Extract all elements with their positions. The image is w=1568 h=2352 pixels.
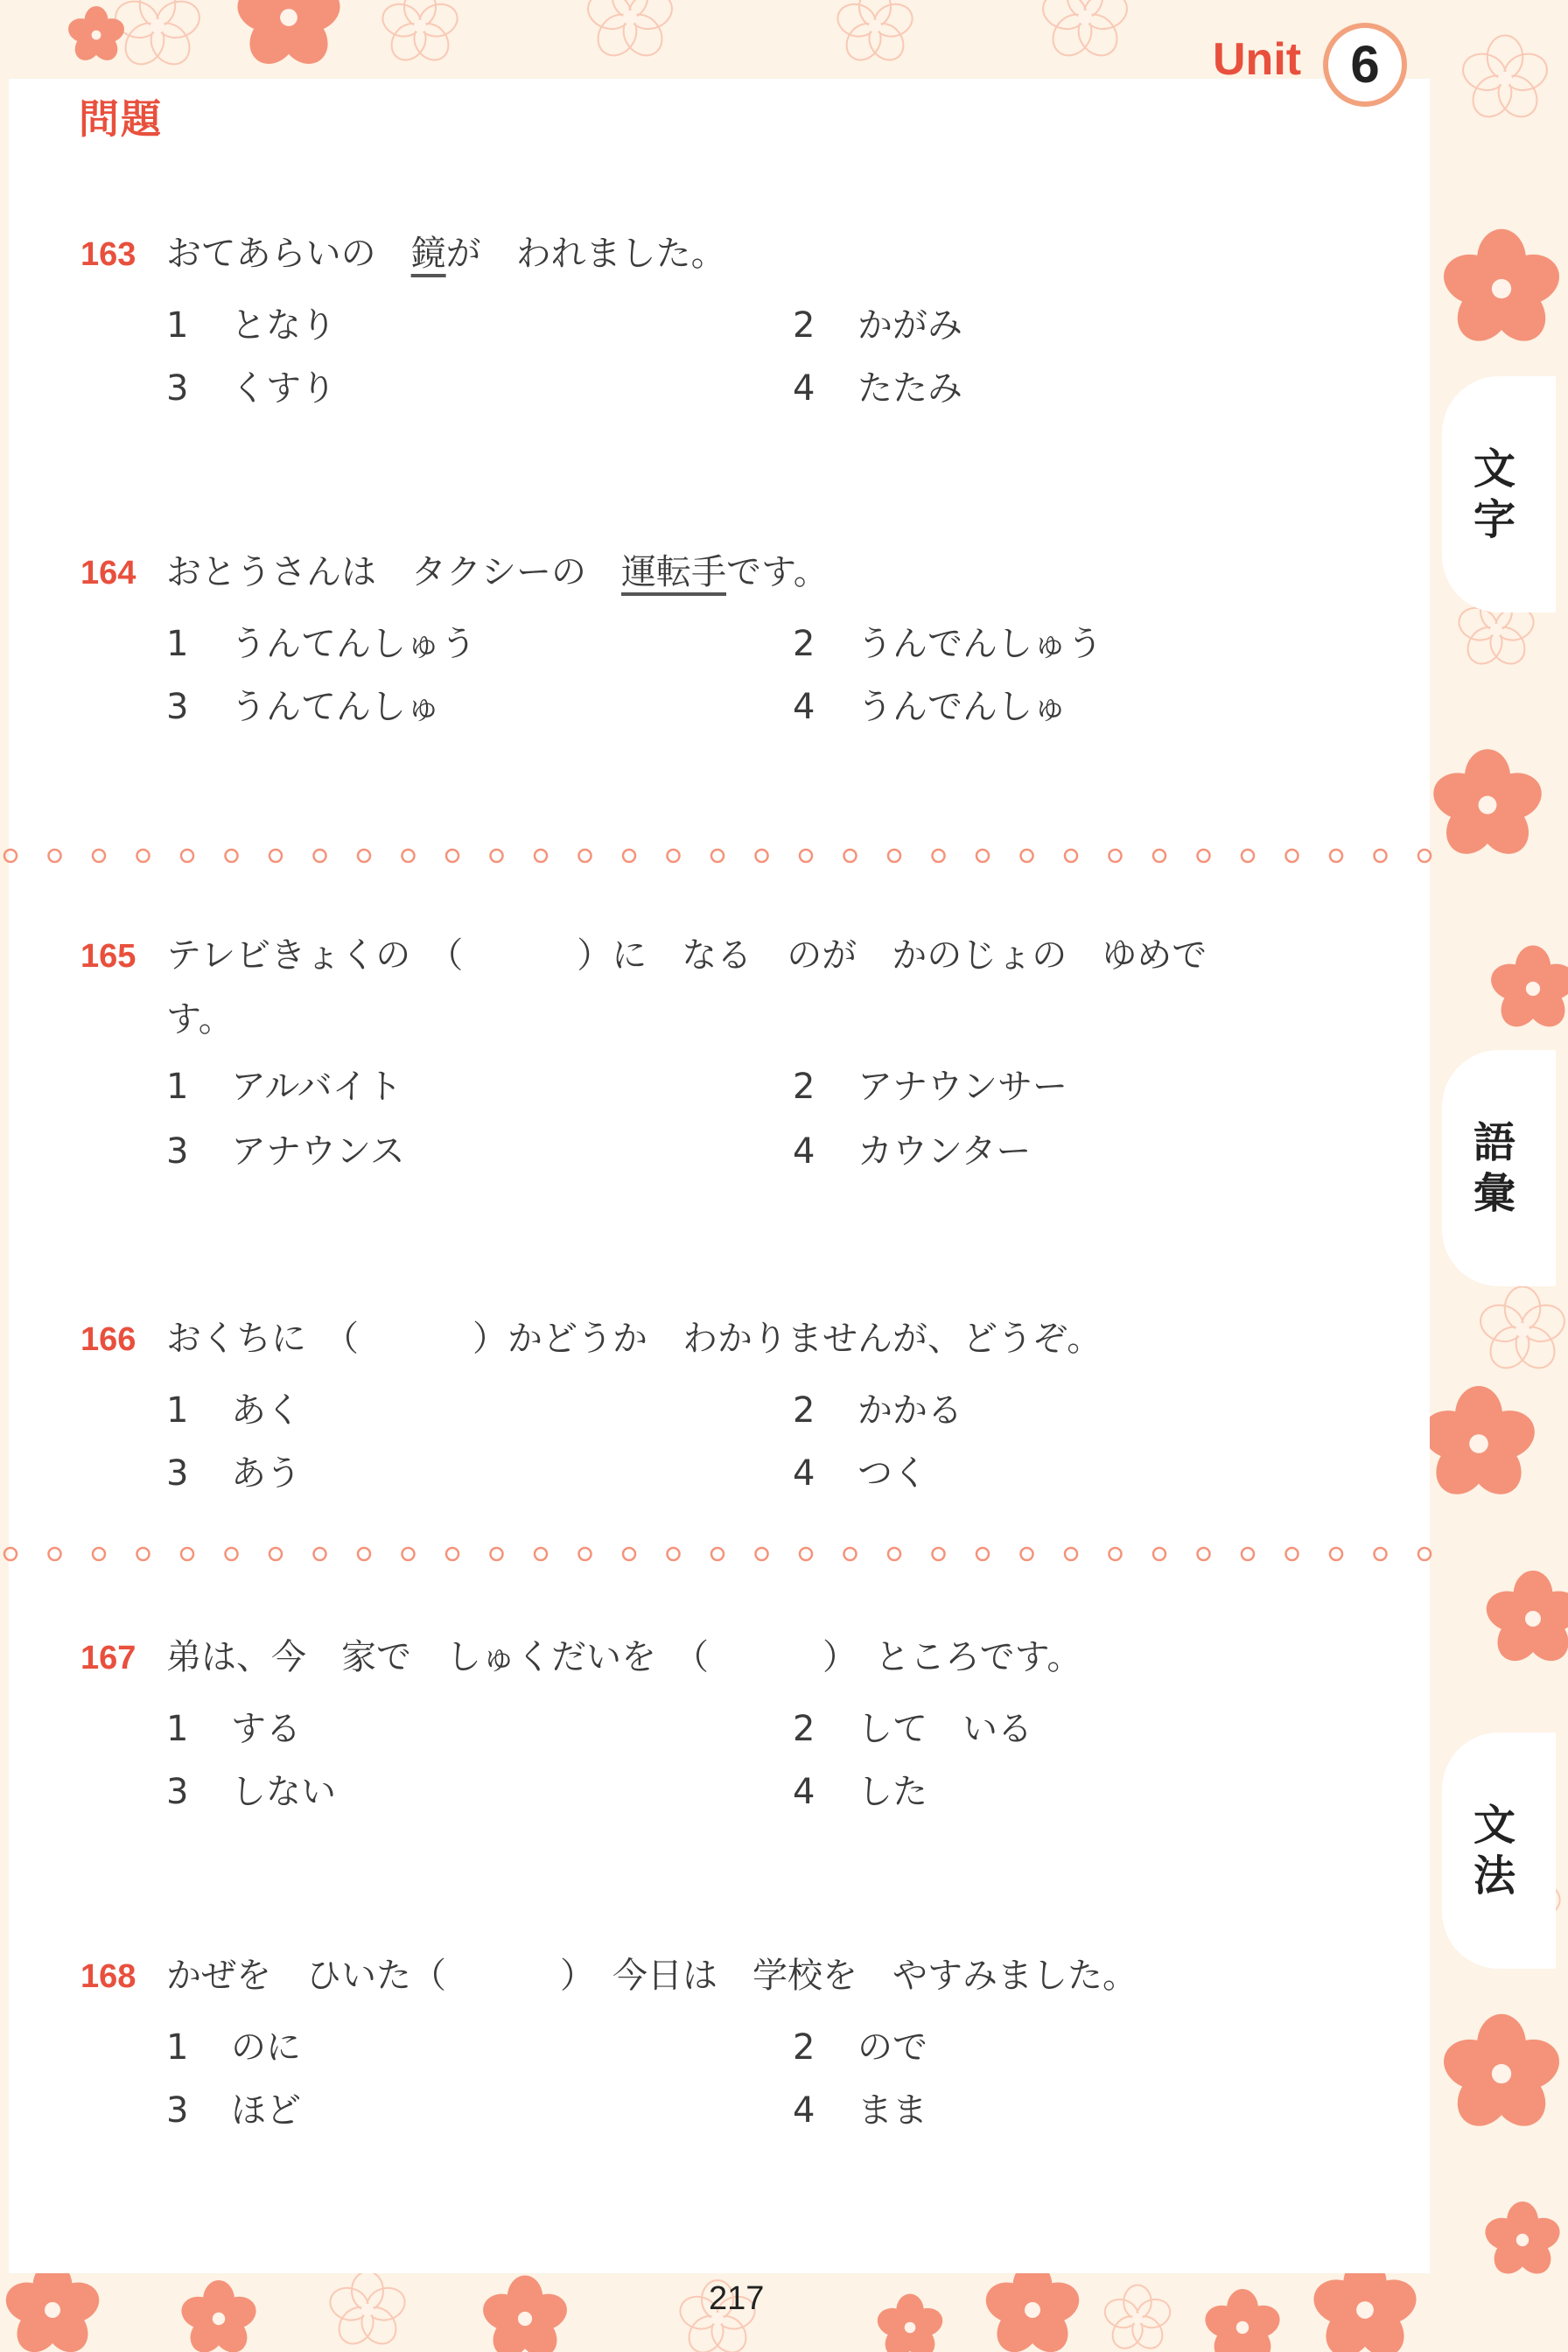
choice-text: あう <box>231 1453 301 1494</box>
side-tab-moji[interactable] <box>1442 376 1556 612</box>
cherry-blossom-icon <box>1438 2014 1566 2137</box>
divider-dot <box>1286 850 1298 862</box>
choice-number: 1 <box>166 305 189 346</box>
choice-number: 1 <box>166 2027 189 2068</box>
cherry-blossom-icon <box>584 0 677 63</box>
divider-dot <box>844 1548 857 1560</box>
choice-number: 3 <box>166 368 189 409</box>
choice-168-2[interactable] <box>793 2020 928 2069</box>
divider-dot <box>1330 850 1342 862</box>
divider-dot <box>1242 1548 1254 1560</box>
question-number: 166 <box>80 1321 136 1358</box>
question-text: が われました。 <box>445 234 726 274</box>
question-number: 167 <box>80 1640 136 1676</box>
cherry-blossom-icon <box>479 2276 572 2352</box>
divider-dot <box>49 1548 61 1560</box>
question-text: ） 今日は 学校を やすみました。 <box>560 1956 1138 1996</box>
choice-number: 2 <box>793 1390 816 1431</box>
cherry-blossom-icon <box>232 0 346 73</box>
cherry-blossom-icon <box>1 2262 105 2352</box>
cherry-blossom-icon <box>326 2272 410 2350</box>
choice-167-3[interactable] <box>166 1764 336 1814</box>
divider-dot <box>226 850 238 862</box>
divider-dot <box>1065 850 1077 862</box>
choice-number: 3 <box>166 1772 189 1812</box>
divider-dot <box>1065 1548 1077 1560</box>
divider-dot <box>270 850 282 862</box>
choice-168-1[interactable] <box>166 2020 301 2069</box>
question-text: おくちに （ <box>166 1319 359 1359</box>
choice-number: 4 <box>793 1772 816 1812</box>
choice-163-1[interactable] <box>166 298 336 347</box>
divider-dot <box>49 850 61 862</box>
question-text: かぜを ひいた（ <box>166 1956 446 1996</box>
choice-167-2[interactable] <box>793 1701 1032 1751</box>
choice-text: する <box>231 1709 301 1749</box>
choice-number: 4 <box>793 368 816 409</box>
divider-dot <box>933 1548 945 1560</box>
cherry-blossom-icon <box>1438 229 1566 352</box>
choice-number: 4 <box>793 1453 816 1494</box>
divider-dot <box>579 1548 592 1560</box>
choice-164-4[interactable] <box>793 679 1068 729</box>
unit-label: Unit <box>1213 34 1302 85</box>
cherry-blossom-icon <box>178 2280 261 2352</box>
section-title: 問題 <box>79 95 163 143</box>
side-tab-bunpou[interactable] <box>1442 1732 1556 1969</box>
divider-dot <box>1021 1548 1033 1560</box>
question-text: ）かどうか わかりませんが、どうぞ。 <box>472 1319 1102 1359</box>
question-165 <box>80 924 1207 1051</box>
divider-dot <box>402 1548 415 1560</box>
choice-163-4[interactable] <box>793 360 962 410</box>
question-text: ）に なる のが かのじょの ゆめで <box>577 935 1208 976</box>
choice-163-2[interactable] <box>793 298 962 347</box>
divider-dot <box>4 850 17 862</box>
question-166 <box>80 1307 1102 1371</box>
divider-dot <box>4 1548 17 1560</box>
choice-text: ので <box>858 2027 928 2068</box>
choice-number: 3 <box>166 687 189 727</box>
divider-dot <box>623 1548 635 1560</box>
divider-dot <box>1153 1548 1166 1560</box>
divider-dot <box>1242 850 1254 862</box>
divider-dot <box>491 1548 503 1560</box>
divider-dot <box>668 1548 680 1560</box>
question-168 <box>80 1944 1138 2008</box>
question-167 <box>80 1626 1082 1690</box>
divider-dot <box>181 850 193 862</box>
question-text: おとうさんは タクシーの <box>166 552 621 592</box>
choice-164-2[interactable] <box>793 616 1102 666</box>
choice-164-3[interactable] <box>166 679 441 729</box>
divider-dot <box>491 850 503 862</box>
divider-dot <box>933 850 945 862</box>
choice-164-1[interactable] <box>166 616 476 666</box>
divider-dot <box>1330 1548 1342 1560</box>
cherry-blossom-icon <box>1481 2202 1564 2280</box>
page-number: 217 <box>709 2280 765 2317</box>
side-tab-goi[interactable] <box>1442 1050 1556 1286</box>
cherry-blossom-icon <box>379 0 462 66</box>
choice-text: アナウンサー <box>858 1067 1068 1107</box>
choice-168-4[interactable] <box>793 2082 928 2132</box>
choice-166-2[interactable] <box>793 1382 962 1432</box>
choice-text: ほど <box>231 2090 301 2131</box>
choice-number: 4 <box>793 2090 816 2131</box>
question-text: です。 <box>726 552 829 592</box>
cherry-blossom-icon <box>1476 1287 1568 1376</box>
choice-text: して いる <box>858 1709 1032 1749</box>
cherry-blossom-icon <box>1459 36 1552 124</box>
choice-text: あく <box>231 1390 301 1431</box>
dotted-divider <box>0 845 1435 866</box>
cherry-blossom-icon <box>65 6 127 66</box>
divider-dot <box>358 1548 370 1560</box>
underlined-word: 運転手 <box>621 552 726 592</box>
side-tab-label: 語彙 <box>1473 1118 1516 1218</box>
choice-number: 2 <box>793 2027 816 2068</box>
cherry-blossom-icon <box>111 0 205 72</box>
cherry-blossom-icon <box>834 0 917 66</box>
cherry-blossom-icon <box>1487 946 1568 1034</box>
choice-168-3[interactable] <box>166 2082 301 2132</box>
choice-text: した <box>858 1772 928 1812</box>
cherry-blossom-icon <box>1481 1571 1568 1670</box>
choice-text: たたみ <box>858 368 962 409</box>
divider-dot <box>1375 850 1387 862</box>
choice-text: くすり <box>231 368 336 409</box>
divider-dot <box>756 1548 768 1560</box>
divider-dot <box>668 850 680 862</box>
choice-163-3[interactable] <box>166 360 336 410</box>
choice-text: しない <box>231 1772 336 1812</box>
divider-dot <box>800 850 812 862</box>
divider-dot <box>888 850 900 862</box>
choice-number: 3 <box>166 1131 189 1172</box>
choice-text: アナウンス <box>231 1131 405 1172</box>
cherry-blossom-icon <box>1417 1386 1541 1504</box>
choice-167-4[interactable] <box>793 1764 928 1814</box>
divider-dot <box>1375 1548 1387 1560</box>
choice-number: 4 <box>793 687 816 727</box>
divider-dot <box>314 850 326 862</box>
divider-dot <box>1198 1548 1210 1560</box>
choice-text: うんでんしゅう <box>858 624 1102 664</box>
cherry-blossom-icon <box>874 2294 947 2352</box>
question-164 <box>80 541 829 605</box>
choice-167-1[interactable] <box>166 1701 301 1751</box>
divider-dot <box>1286 1548 1298 1560</box>
cherry-blossom-icon <box>981 2262 1085 2352</box>
divider-dot <box>535 850 547 862</box>
choice-text: のに <box>231 2027 301 2068</box>
divider-dot <box>446 1548 458 1560</box>
choice-number: 2 <box>793 1709 816 1749</box>
choice-text: うんてんしゅ <box>231 687 441 727</box>
choice-text: かかる <box>858 1390 962 1431</box>
divider-dot <box>446 850 458 862</box>
cherry-blossom-icon <box>1201 2289 1284 2352</box>
choice-166-4[interactable] <box>793 1446 928 1495</box>
dotted-divider <box>0 1544 1435 1564</box>
choice-number: 1 <box>166 1709 189 1749</box>
divider-dot <box>358 850 370 862</box>
divider-dot <box>1418 1548 1431 1560</box>
divider-dot <box>1198 850 1210 862</box>
cherry-blossom-icon <box>1102 2286 1174 2352</box>
divider-dot <box>93 850 105 862</box>
choice-166-1[interactable] <box>166 1382 301 1432</box>
divider-dot <box>93 1548 105 1560</box>
choice-number: 3 <box>166 1453 189 1494</box>
underlined-word: 鏡 <box>410 234 446 274</box>
question-number: 165 <box>80 938 136 975</box>
choice-text: かがみ <box>858 305 962 346</box>
divider-dot <box>844 850 857 862</box>
choice-text: カウンター <box>858 1131 1032 1172</box>
divider-dot <box>756 850 768 862</box>
divider-dot <box>888 1548 900 1560</box>
choice-165-2[interactable] <box>793 1059 1068 1109</box>
divider-dot <box>137 1548 150 1560</box>
question-number: 168 <box>80 1958 136 1995</box>
choice-number: 1 <box>166 1390 189 1431</box>
question-text-continued: す。 <box>166 999 234 1040</box>
divider-dot <box>402 850 415 862</box>
divider-dot <box>711 1548 724 1560</box>
choice-number: 1 <box>166 624 189 664</box>
divider-dot <box>226 1548 238 1560</box>
choice-text: うんでんしゅ <box>858 687 1068 727</box>
choice-number: 2 <box>793 624 816 664</box>
choice-165-4[interactable] <box>793 1124 1031 1173</box>
divider-dot <box>976 850 989 862</box>
divider-dot <box>1021 850 1033 862</box>
choice-text: アルバイト <box>231 1067 402 1107</box>
divider-dot <box>579 850 592 862</box>
choice-number: 1 <box>166 1067 189 1107</box>
divider-dot <box>711 850 724 862</box>
divider-dot <box>270 1548 282 1560</box>
question-text: 弟は、今 家で しゅくだいを （ <box>166 1637 709 1677</box>
choice-text: まま <box>858 2090 928 2131</box>
choice-165-3[interactable] <box>166 1124 405 1173</box>
choice-165-1[interactable] <box>166 1059 402 1109</box>
divider-dot <box>535 1548 547 1560</box>
unit-number-badge: 6 <box>1323 23 1407 107</box>
cherry-blossom-icon <box>1427 749 1547 864</box>
side-tab-label: 文法 <box>1473 1801 1516 1900</box>
choice-text: つく <box>858 1453 928 1494</box>
divider-dot <box>181 1548 193 1560</box>
question-number: 164 <box>80 555 136 592</box>
question-163 <box>80 222 726 286</box>
question-text: テレビきょくの （ <box>166 935 464 976</box>
divider-dot <box>976 1548 989 1560</box>
cherry-blossom-icon <box>1039 0 1132 63</box>
divider-dot <box>314 1548 326 1560</box>
side-tab-label: 文字 <box>1473 444 1516 544</box>
choice-number: 3 <box>166 2090 189 2131</box>
question-text: おてあらいの <box>166 234 411 274</box>
choice-text: うんてんしゅう <box>231 624 476 664</box>
divider-dot <box>1153 850 1166 862</box>
choice-166-3[interactable] <box>166 1446 301 1495</box>
divider-dot <box>137 850 150 862</box>
divider-dot <box>1418 850 1431 862</box>
choice-number: 2 <box>793 305 816 346</box>
divider-dot <box>623 850 635 862</box>
choice-number: 4 <box>793 1131 816 1172</box>
divider-dot <box>1110 850 1122 862</box>
divider-dot <box>1110 1548 1122 1560</box>
question-text: ） ところです。 <box>822 1637 1082 1677</box>
question-number: 163 <box>80 236 136 273</box>
choice-number: 2 <box>793 1067 816 1107</box>
choice-text: となり <box>231 305 336 346</box>
divider-dot <box>800 1548 812 1560</box>
